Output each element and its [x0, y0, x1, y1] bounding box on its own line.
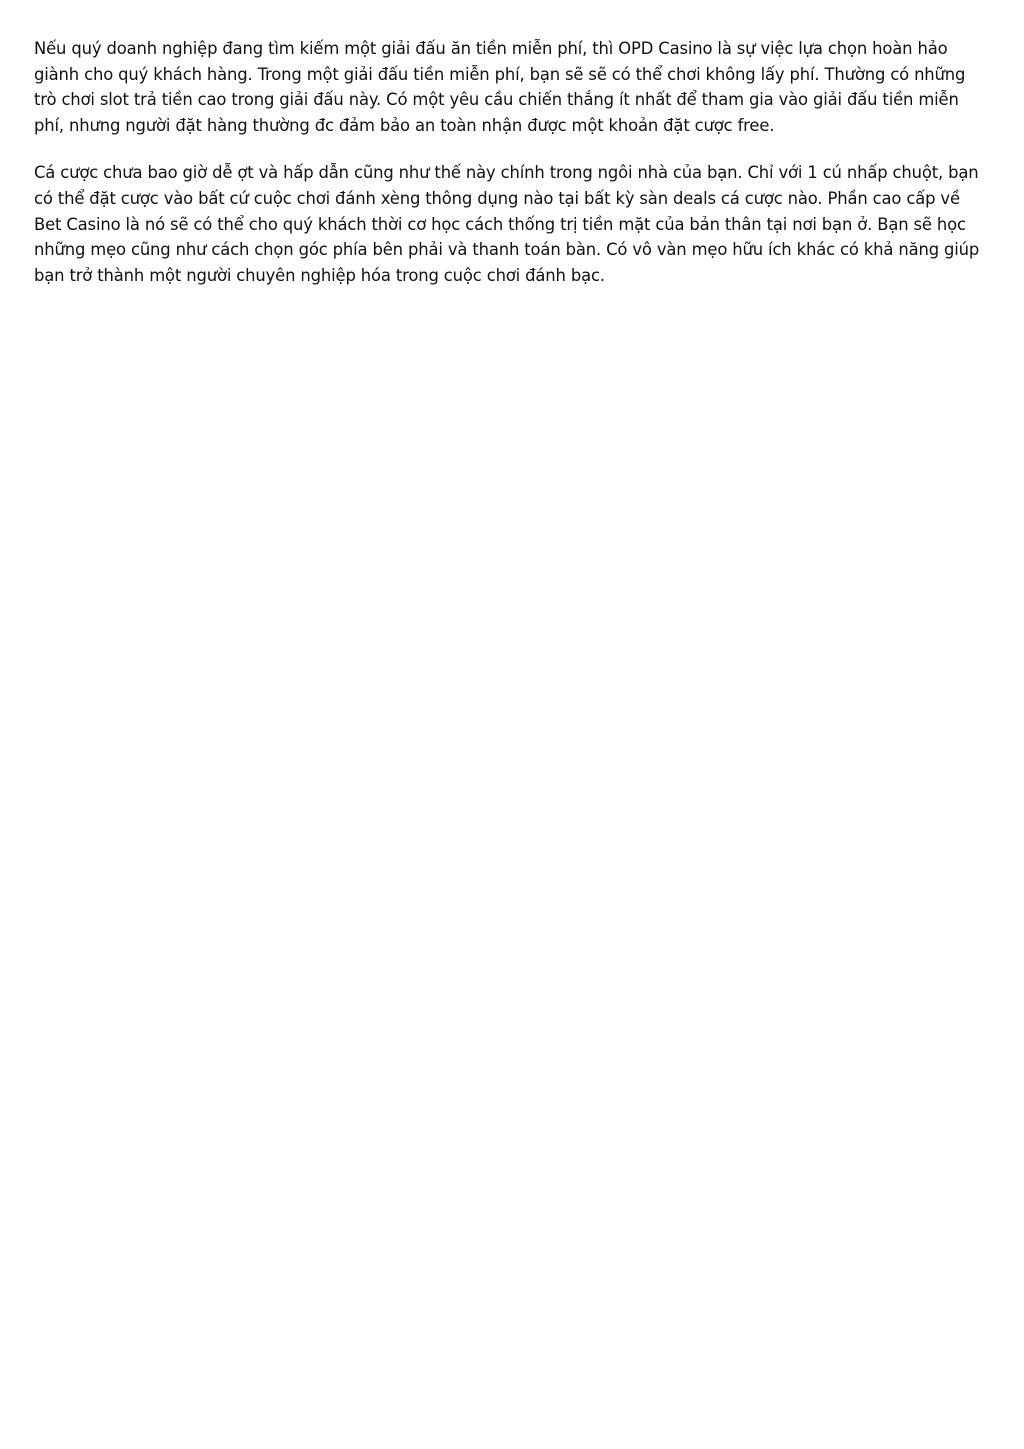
paragraph-2: Cá cược chưa bao giờ dễ ợt và hấp dẫn cũng như thế này chính trong ngôi nhà của bạn. Chỉ với 1 cú nhấp chuột, bạn có thể đặt cược vào bất cứ cuộc chơi đánh xèng thông dụng nào tại bất kỳ sàn deals cá cược nào. Phần cao cấp về Bet Casino là nó sẽ có thể cho quý khách thời cơ học cách thống trị tiền mặt của bản thân tại nơi bạn ở. Bạn sẽ học những mẹo cũng như cách chọn góc phía bên phải và thanh toán bàn. Có vô vàn mẹo hữu ích khác có khả năng giúp bạn trở thành một người chuyên nghiệp hóa trong cuộc chơi đánh bạc. [34, 163, 980, 285]
document-body [34, 36, 992, 310]
paragraph-1: Nếu quý doanh nghiệp đang tìm kiếm một giải đấu ăn tiền miễn phí, thì OPD Casino là sự việc lựa chọn hoàn hảo giành cho quý khách hàng. Trong một giải đấu tiền miễn phí, bạn sẽ sẽ có thể chơi không lấy phí. Thường có những trò chơi slot trả tiền cao trong giải đấu này. Có một yêu cầu chiến thắng ít nhất để tham gia vào giải đấu tiền miễn phí, nhưng người đặt hàng thường đc đảm bảo an toàn nhận được một khoản đặt cược free. [34, 39, 966, 135]
